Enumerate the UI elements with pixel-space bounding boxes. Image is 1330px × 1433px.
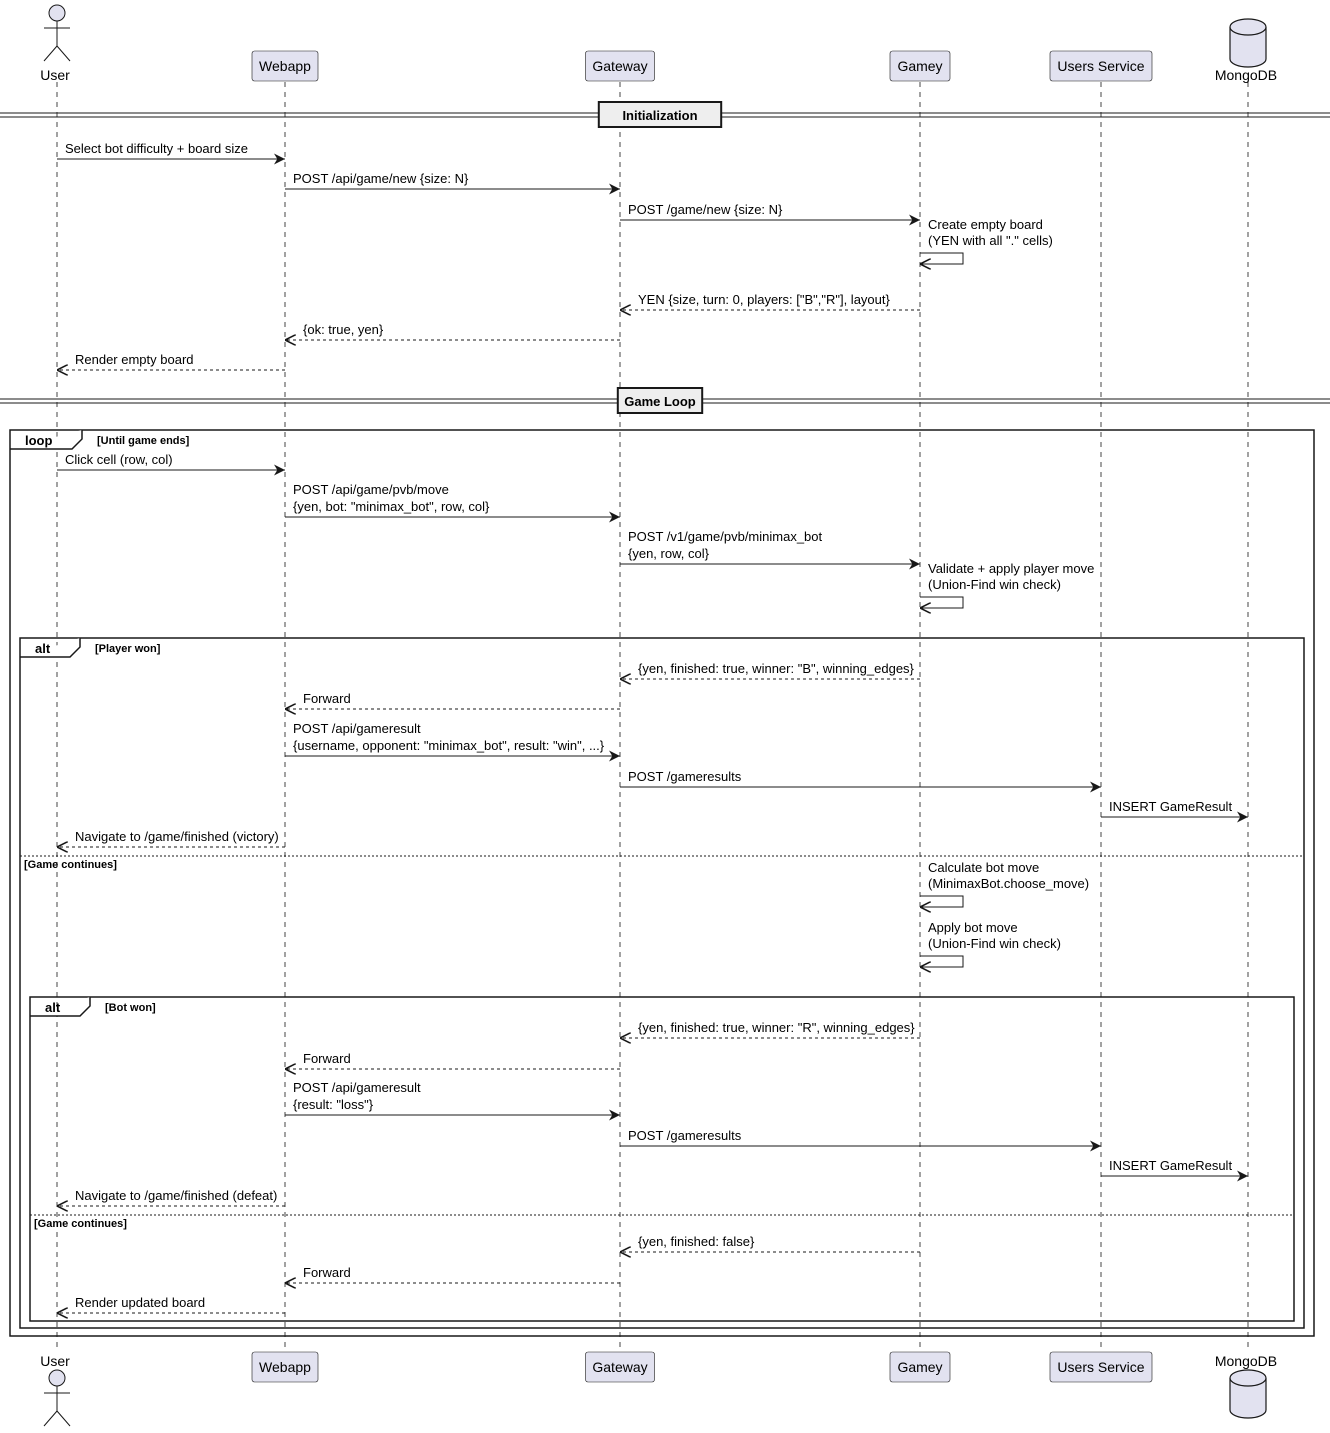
participant-name-gateway: Gateway	[592, 1359, 648, 1375]
message-label: POST /api/game/new {size: N}	[293, 171, 469, 186]
participant-name-mongo: MongoDB	[1214, 67, 1278, 83]
message	[620, 769, 1101, 787]
message	[285, 691, 620, 709]
participant-name-users: Users Service	[1057, 1359, 1145, 1375]
message-label: POST /api/gameresult	[293, 1080, 421, 1095]
self-arrow	[920, 253, 963, 264]
message-label: {yen, finished: true, winner: "R", winning_edges}	[638, 1020, 915, 1035]
participant-gamey-top	[890, 51, 950, 81]
message-label: POST /v1/game/pvb/minimax_bot	[628, 529, 823, 544]
message-label: YEN {size, turn: 0, players: ["B","R"], layout}	[638, 292, 890, 307]
participant-name-users: Users Service	[1057, 58, 1145, 74]
self-arrow	[920, 896, 963, 907]
participant-name-gamey: Gamey	[897, 1359, 943, 1375]
message	[1101, 1158, 1248, 1176]
message	[285, 721, 620, 756]
message-label: Apply bot move	[928, 920, 1018, 935]
message-label: {yen, finished: true, winner: "B", winning_edges}	[638, 661, 914, 676]
message-label: {result: "loss"}	[293, 1097, 374, 1112]
participant-users-bottom	[1050, 1352, 1152, 1382]
participant-name-user: User	[40, 67, 70, 83]
message	[285, 482, 620, 517]
message	[620, 529, 920, 564]
message-label: POST /gameresults	[628, 1128, 742, 1143]
participants	[40, 5, 1277, 1426]
message-label: Create empty board	[928, 217, 1043, 232]
divider-label: Game Loop	[624, 394, 696, 409]
message-label: {username, opponent: "minimax_bot", result: "win", ...}	[293, 738, 605, 753]
message-label: (MinimaxBot.choose_move)	[928, 876, 1090, 891]
message	[57, 1295, 285, 1313]
database-icon	[1230, 19, 1266, 67]
message-label: POST /api/game/pvb/move	[293, 482, 449, 497]
message	[620, 1234, 920, 1252]
message-label: (Union-Find win check)	[928, 936, 1061, 951]
database-icon	[1230, 1370, 1266, 1418]
actor-body-icon	[44, 21, 70, 61]
lifelines	[57, 82, 1248, 1352]
frame-condition: [Player won]	[95, 643, 161, 655]
participant-name-user: User	[40, 1353, 70, 1369]
self-arrow	[920, 597, 963, 608]
message-label: Forward	[303, 691, 351, 706]
message-label: {yen, bot: "minimax_bot", row, col}	[293, 499, 490, 514]
frame-condition: [Until game ends]	[97, 435, 190, 447]
message	[285, 1051, 620, 1069]
message-label: Calculate bot move	[928, 860, 1040, 875]
frame-alt	[30, 997, 1294, 1321]
message	[920, 860, 1089, 907]
message	[57, 352, 285, 370]
frame-else-condition: [Game continues]	[34, 1218, 127, 1230]
frame-keyword: loop	[25, 433, 53, 448]
actor-head-icon	[49, 5, 65, 21]
participant-users-top	[1050, 51, 1152, 81]
frame-alt	[20, 638, 1304, 1328]
message-label: (Union-Find win check)	[928, 577, 1061, 592]
participant-name-gateway: Gateway	[592, 58, 648, 74]
participant-webapp-bottom	[252, 1352, 318, 1382]
section-divider	[0, 388, 1330, 413]
message	[57, 141, 285, 159]
actor-head-icon	[49, 1370, 65, 1386]
frame-else-condition: [Game continues]	[24, 859, 117, 871]
message	[285, 322, 620, 340]
message-label: {yen, finished: false}	[638, 1234, 755, 1249]
message	[285, 171, 620, 189]
messages	[57, 141, 1248, 1313]
actor-user-bottom	[40, 1353, 70, 1426]
database-mongo-bottom	[1215, 1353, 1277, 1418]
participant-name-mongo: MongoDB	[1214, 1353, 1278, 1369]
participant-webapp-top	[252, 51, 318, 81]
actor-user-top	[40, 5, 70, 83]
self-arrow	[920, 956, 963, 967]
message-label: Forward	[303, 1265, 351, 1280]
participant-name-webapp: Webapp	[259, 58, 311, 74]
message-label: {ok: true, yen}	[303, 322, 384, 337]
participant-gateway-top	[586, 51, 655, 81]
frame-keyword: alt	[35, 641, 51, 656]
participant-name-webapp: Webapp	[259, 1359, 311, 1375]
message-label: Navigate to /game/finished (victory)	[75, 829, 279, 844]
message	[920, 217, 1053, 264]
message-label: Validate + apply player move	[928, 561, 1095, 576]
message-label: (YEN with all "." cells)	[928, 233, 1053, 248]
message-label: Render empty board	[75, 352, 194, 367]
message-label: Navigate to /game/finished (defeat)	[75, 1188, 278, 1203]
section-divider	[0, 102, 1330, 127]
message-label: POST /api/gameresult	[293, 721, 421, 736]
message	[57, 829, 285, 847]
frame-condition: [Bot won]	[105, 1002, 156, 1014]
participant-gateway-bottom	[586, 1352, 655, 1382]
message	[620, 202, 920, 220]
divider-label: Initialization	[622, 108, 698, 123]
participant-name-gamey: Gamey	[897, 58, 943, 74]
message-label: INSERT GameResult	[1109, 799, 1233, 814]
message-label: INSERT GameResult	[1109, 1158, 1233, 1173]
message	[920, 920, 1061, 967]
database-mongo-top	[1215, 19, 1277, 83]
actor-body-icon	[44, 1386, 70, 1426]
message	[620, 1020, 920, 1038]
message	[620, 1128, 1101, 1146]
message	[285, 1080, 620, 1115]
frame-keyword: alt	[45, 1000, 61, 1015]
message	[57, 1188, 285, 1206]
message	[920, 561, 1094, 608]
message-label: Forward	[303, 1051, 351, 1066]
participant-gamey-bottom	[890, 1352, 950, 1382]
message-label: Select bot difficulty + board size	[65, 141, 248, 156]
message-label: POST /game/new {size: N}	[628, 202, 783, 217]
message-label: POST /gameresults	[628, 769, 742, 784]
message-label: {yen, row, col}	[628, 546, 709, 561]
message	[620, 292, 920, 310]
message	[620, 661, 920, 679]
message	[1101, 799, 1248, 817]
message-label: Click cell (row, col)	[65, 452, 173, 467]
message	[57, 452, 285, 470]
message-label: Render updated board	[75, 1295, 206, 1310]
message	[285, 1265, 620, 1283]
